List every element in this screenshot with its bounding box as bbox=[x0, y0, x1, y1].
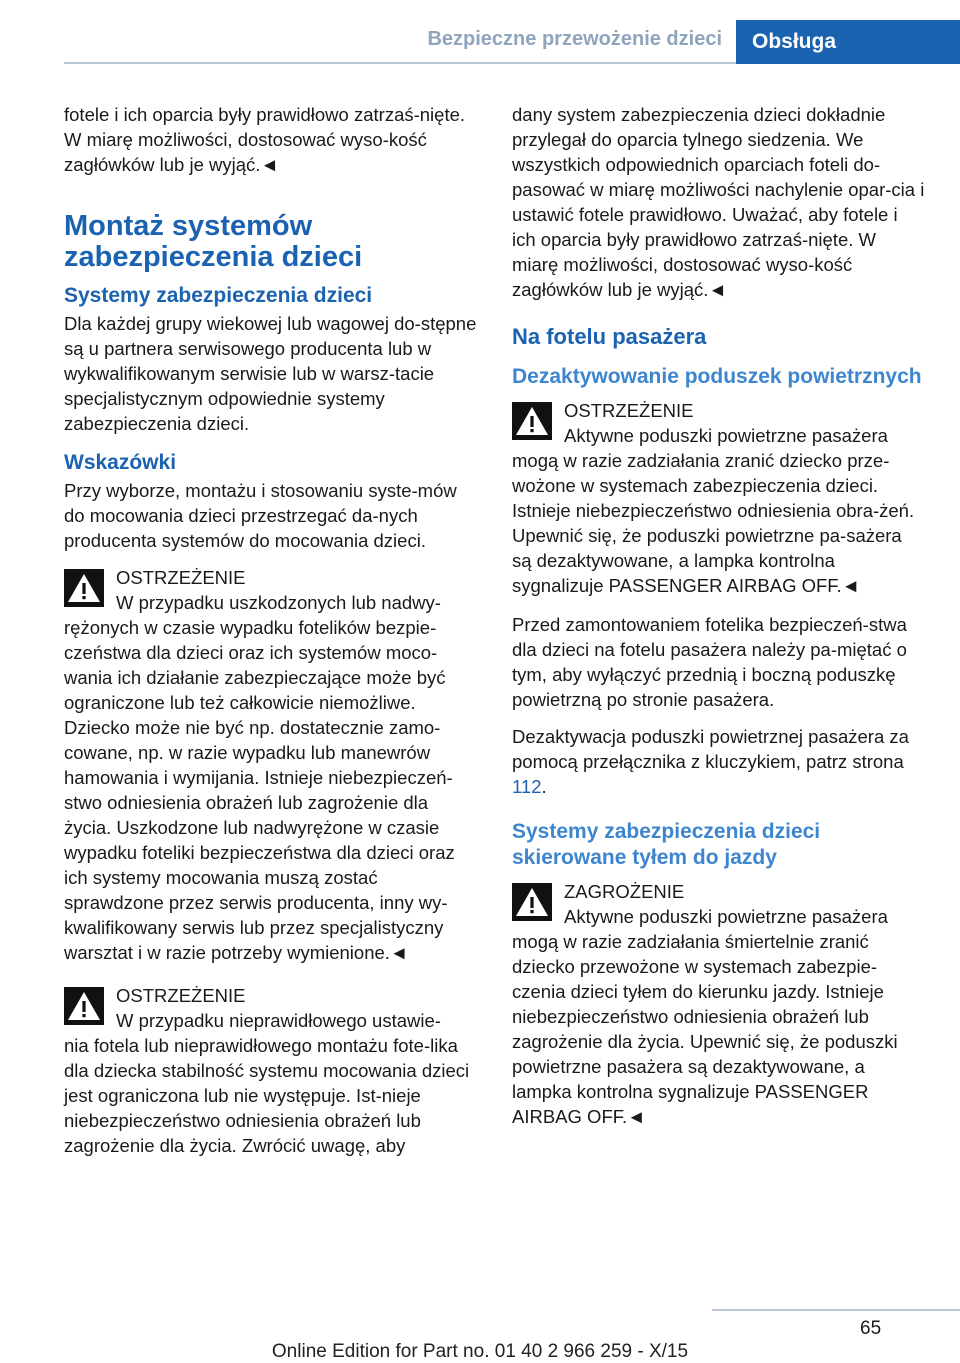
footer-edition: Online Edition for Part no. 01 40 2 966 259 - X/15 bbox=[271, 1341, 689, 1362]
warning-icon bbox=[512, 402, 552, 440]
warning-first-line: W przypadku nieprawidłowego ustawie- bbox=[116, 1010, 441, 1031]
warning-first-line: W przypadku uszkodzonych lub nadwy- bbox=[116, 592, 441, 613]
airbag-switch-text bbox=[512, 724, 926, 799]
right-column bbox=[512, 102, 926, 1141]
left-intro-text: fotele i ich oparcia były prawidłowo zatrzaś-nięte. W miarę możliwości, dostosować wyso-kość zagłówków lub je wyjąć.◄ bbox=[64, 104, 466, 175]
airbag-switch-text-post: . bbox=[541, 776, 547, 797]
section-heading-systems: Systemy zabezpieczenia dzieci bbox=[64, 284, 373, 307]
section-heading-tips: Wskazówki bbox=[64, 451, 177, 474]
warning-text: mogą w razie zadziałania zranić dziecko prze-wożone w systemach zabezpieczenia dzieci. Istnieje niebezpieczeństwo odniesienia obra-żeń. Upewnić się, że poduszki powietrzne pa-sażera są dezaktywowane, a lampka kontrolna sygnalizuje PASSENGER AIRBAG OFF.◄ bbox=[512, 450, 915, 596]
page-number-rule bbox=[712, 1309, 960, 1311]
subsection-heading-deactivate-airbags: Dezaktywowanie poduszek powietrznych bbox=[512, 365, 922, 388]
page-header bbox=[64, 0, 960, 62]
danger-text: mogą w razie zadziałania śmiertelnie zranić dziecko przewożone w systemach zabezpie-czenia dzieci tyłem do kierunku jazdy. Istnieje niebezpieczeństwo odniesienia obrażeń lub zagrożenie dla życia. Upewnić się, że poduszki powietrzne pasażera są dezaktywowane, a lampka kontrolna sygnalizuje PASSENGER AIRBAG OFF.◄ bbox=[512, 931, 898, 1127]
danger-block bbox=[512, 879, 926, 1129]
warning-block-1 bbox=[64, 565, 478, 965]
airbag-switch-text-pre: Dezaktywacja poduszki powietrznej pasażera za pomocą przełącznika z kluczykiem, patrz strona bbox=[512, 726, 909, 772]
subsection-heading-rear-facing: Systemy zabezpieczenia dzieci skierowane tyłem do jazdy bbox=[512, 820, 821, 869]
page-reference-link[interactable]: 112 bbox=[512, 776, 542, 797]
warning-label: OSTRZEŻENIE bbox=[116, 567, 246, 588]
warning-first-line: Aktywne poduszki powietrzne pasażera bbox=[564, 425, 888, 446]
header-section-title: Bezpieczne przewożenie dzieci bbox=[427, 28, 722, 50]
right-intro-text: dany system zabezpieczenia dzieci dokładnie przylegał do oparcia tylnego siedzenia. We wszystkich odpowiednich oparciach foteli do-pasować w miarę możliwości nachylenie opar-cia i ustawić fotele prawidłowo. Uważać, aby fotele i ich oparcia były prawidłowo zatrzaś-nięte. W miarę możliwości, dostosować wyso-kość zagłówków lub je wyjąć.◄ bbox=[512, 104, 925, 300]
warning-icon bbox=[64, 569, 104, 607]
danger-label: ZAGROŻENIE bbox=[564, 881, 685, 902]
warning-label: OSTRZEŻENIE bbox=[564, 400, 694, 421]
header-rule bbox=[64, 20, 736, 64]
warning-label: OSTRZEŻENIE bbox=[116, 985, 246, 1006]
warning-icon bbox=[64, 987, 104, 1025]
header-chapter-tab: Obsługa bbox=[736, 20, 960, 64]
chapter-heading: Montaż systemów zabezpieczenia dzieci bbox=[64, 210, 363, 273]
tips-text: Przy wyborze, montażu i stosowaniu syste-mów do mocowania dzieci przestrzegać da-nych producenta systemów do mocowania dzieci. bbox=[64, 480, 457, 551]
warning-icon bbox=[512, 883, 552, 921]
passenger-airbag-text: Przed zamontowaniem fotelika bezpieczeń-stwa dla dzieci na fotelu pasażera należy pa-miętać o tym, aby wyłączyć przednią i boczną poduszkę powietrzną po stronie pasażera. bbox=[512, 614, 907, 710]
page-number: 65 bbox=[860, 1318, 882, 1339]
warning-text: nia fotela lub nieprawidłowego montażu fote-lika dla dziecka stabilność systemu mocowania dzieci jest ograniczona lub nie występuje. Ist-nieje niebezpieczeństwo odniesienia obrażeń lub zagrożenie dla życia. Zwrócić uwagę, aby bbox=[64, 1035, 470, 1156]
danger-first-line: Aktywne poduszki powietrzne pasażera bbox=[564, 906, 888, 927]
warning-text: rężonych w czasie wypadku fotelików bezpie-czeństwa dla dzieci oraz ich systemów moco-wania ich działanie zabezpieczające może być ograniczone lub też całkowicie niemożliwe. Dziecko może nie być np. dostatecznie zamo-cowane, np. w razie wypadku lub manewrów hamowania i wymijania. Istnieje niebezpieczeń-stwo odniesienia obrażeń lub zagrożenie dla życia. Uszkodzone lub nadwyrężone w czasie wypadku foteliki bezpieczeństwa dla dzieci oraz ich systemy mocowania muszą zostać sprawdzone przez serwis producenta, inny wy-kwalifikowany serwis lub przez specjalistyczny warsztat i w razie potrzeby wymienione.◄ bbox=[64, 617, 455, 963]
systems-text: Dla każdej grupy wiekowej lub wagowej do-stępne są u partnera serwisowego producenta lub w wykwalifikowanym serwisie lub w warsz-tacie specjalistycznym odpowiednie systemy zabezpieczenia dzieci. bbox=[64, 313, 477, 434]
warning-block-3 bbox=[512, 398, 926, 598]
warning-block-2 bbox=[64, 983, 478, 1158]
section-heading-passenger-seat: Na fotelu pasażera bbox=[512, 324, 707, 349]
left-column bbox=[64, 102, 478, 1170]
